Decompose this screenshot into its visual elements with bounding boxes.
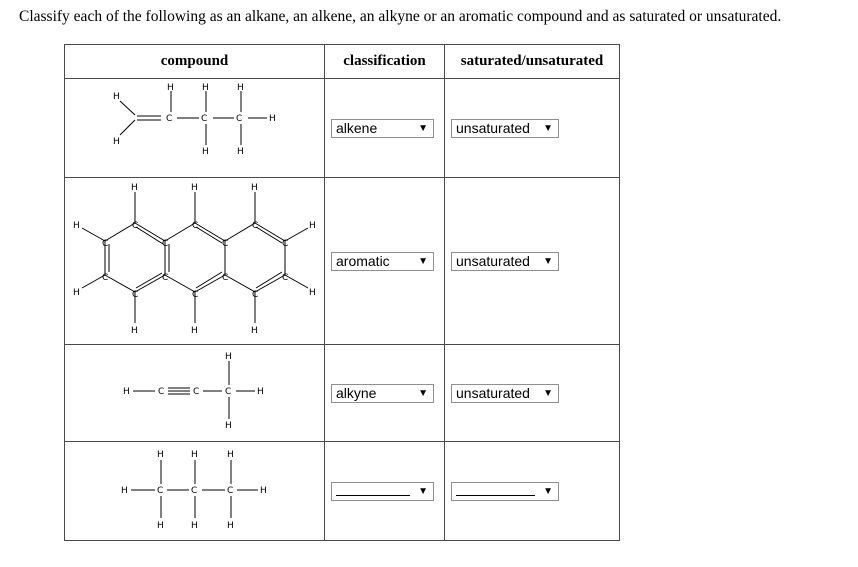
- table-row: [65, 442, 620, 541]
- classification-cell: [325, 442, 445, 541]
- carbon-atom-label: C: [132, 290, 139, 300]
- carbon-atom-label: C: [252, 290, 259, 300]
- carbon-atom-label: C: [222, 239, 229, 249]
- header-row: [65, 45, 620, 79]
- saturation-cell: [445, 79, 620, 178]
- classification-dropdown[interactable]: [331, 252, 434, 271]
- dropdown-value: alkene: [336, 120, 378, 137]
- saturation-dropdown[interactable]: [451, 252, 559, 271]
- saturation-cell: [445, 442, 620, 541]
- chevron-down-icon: ▼: [543, 255, 553, 267]
- carbon-atom-label: C: [162, 239, 169, 249]
- carbon-atom-label: C: [192, 221, 199, 231]
- hydrogen-atom-label: H: [260, 486, 267, 496]
- alkyne-structure-image: [65, 345, 324, 441]
- dropdown-value: [336, 486, 410, 496]
- hydrogen-atom-label: H: [73, 288, 80, 298]
- carbon-atom-label: C: [193, 387, 200, 397]
- chevron-down-icon: ▼: [543, 122, 553, 134]
- carbon-atom-label: C: [282, 273, 289, 283]
- hydrogen-atom-label: H: [191, 450, 198, 460]
- hydrogen-atom-label: H: [113, 137, 120, 147]
- hydrogen-atom-label: H: [191, 183, 198, 193]
- carbon-atom-label: C: [102, 273, 109, 283]
- carbon-atom-label: C: [102, 239, 109, 249]
- saturation-cell: [445, 178, 620, 345]
- hydrogen-atom-label: H: [251, 326, 258, 336]
- carbon-atom-label: C: [252, 221, 259, 231]
- compound-cell: [65, 442, 325, 541]
- chevron-down-icon: ▼: [543, 485, 553, 497]
- saturation-cell: [445, 345, 620, 442]
- hydrogen-atom-label: H: [257, 387, 264, 397]
- table-row: [65, 79, 620, 178]
- hydrogen-atom-label: H: [269, 114, 276, 124]
- dropdown-value: unsaturated: [456, 120, 530, 137]
- classification-dropdown[interactable]: [331, 119, 434, 138]
- header-classification: classification: [325, 45, 445, 79]
- carbon-atom-label: C: [158, 387, 165, 397]
- hydrogen-atom-label: H: [113, 92, 120, 102]
- compound-cell: [65, 79, 325, 178]
- hydrogen-atom-label: H: [227, 521, 234, 531]
- saturation-dropdown[interactable]: [451, 119, 559, 138]
- hydrogen-atom-label: H: [251, 183, 258, 193]
- header-saturation: saturated/unsaturated: [445, 45, 620, 79]
- hydrogen-atom-label: H: [167, 83, 174, 93]
- chevron-down-icon: ▼: [418, 122, 428, 134]
- carbon-atom-label: C: [191, 486, 198, 496]
- hydrogen-atom-label: H: [191, 326, 198, 336]
- classification-dropdown[interactable]: [331, 384, 434, 403]
- chevron-down-icon: ▼: [418, 255, 428, 267]
- table-row: [65, 178, 620, 345]
- chevron-down-icon: ▼: [418, 485, 428, 497]
- chevron-down-icon: ▼: [543, 387, 553, 399]
- hydrogen-atom-label: H: [225, 352, 232, 362]
- classification-cell: [325, 178, 445, 345]
- carbon-atom-label: C: [157, 486, 164, 496]
- saturation-dropdown[interactable]: [451, 482, 559, 501]
- carbon-atom-label: C: [132, 221, 139, 231]
- header-compound: compound: [65, 45, 325, 79]
- hydrogen-atom-label: H: [237, 147, 244, 157]
- hydrogen-atom-label: H: [309, 288, 316, 298]
- carbon-atom-label: C: [222, 273, 229, 283]
- hydrogen-atom-label: H: [191, 521, 198, 531]
- carbon-atom-label: C: [192, 290, 199, 300]
- hydrogen-atom-label: H: [237, 83, 244, 93]
- carbon-atom-label: C: [227, 486, 234, 496]
- question-text: Classify each of the following as an alkane, an alkene, an alkyne or an aromatic compound and as saturated or unsaturated.: [19, 8, 782, 25]
- hydrogen-atom-label: H: [202, 83, 209, 93]
- dropdown-value: unsaturated: [456, 253, 530, 270]
- carbon-atom-label: C: [225, 387, 232, 397]
- classification-cell: [325, 345, 445, 442]
- dropdown-value: unsaturated: [456, 385, 530, 402]
- hydrogen-atom-label: H: [309, 221, 316, 231]
- carbon-atom-label: C: [282, 239, 289, 249]
- hydrogen-atom-label: H: [227, 450, 234, 460]
- carbon-atom-label: C: [166, 114, 173, 124]
- classification-cell: [325, 79, 445, 178]
- hydrogen-atom-label: H: [225, 421, 232, 431]
- compound-cell: [65, 345, 325, 442]
- hydrogen-atom-label: H: [121, 486, 128, 496]
- hydrogen-atom-label: H: [73, 221, 80, 231]
- hydrogen-atom-label: H: [202, 147, 209, 157]
- dropdown-value: [456, 486, 535, 496]
- dropdown-value: alkyne: [336, 385, 377, 402]
- alkane-structure-image: [65, 442, 324, 540]
- saturation-dropdown[interactable]: [451, 384, 559, 403]
- chevron-down-icon: ▼: [418, 387, 428, 399]
- hydrogen-atom-label: H: [123, 387, 130, 397]
- carbon-atom-label: C: [236, 114, 243, 124]
- hydrogen-atom-label: H: [157, 521, 164, 531]
- dropdown-value: aromatic: [336, 253, 390, 270]
- hydrogen-atom-label: H: [157, 450, 164, 460]
- table-row: [65, 345, 620, 442]
- aromatic-structure-image: [65, 178, 324, 344]
- hydrogen-atom-label: H: [131, 326, 138, 336]
- carbon-atom-label: C: [162, 273, 169, 283]
- hydrogen-atom-label: H: [131, 183, 138, 193]
- classification-table: [64, 44, 620, 541]
- compound-cell: [65, 178, 325, 345]
- classification-dropdown[interactable]: [331, 482, 434, 501]
- carbon-atom-label: C: [201, 114, 208, 124]
- alkene-structure-image: [65, 79, 324, 177]
